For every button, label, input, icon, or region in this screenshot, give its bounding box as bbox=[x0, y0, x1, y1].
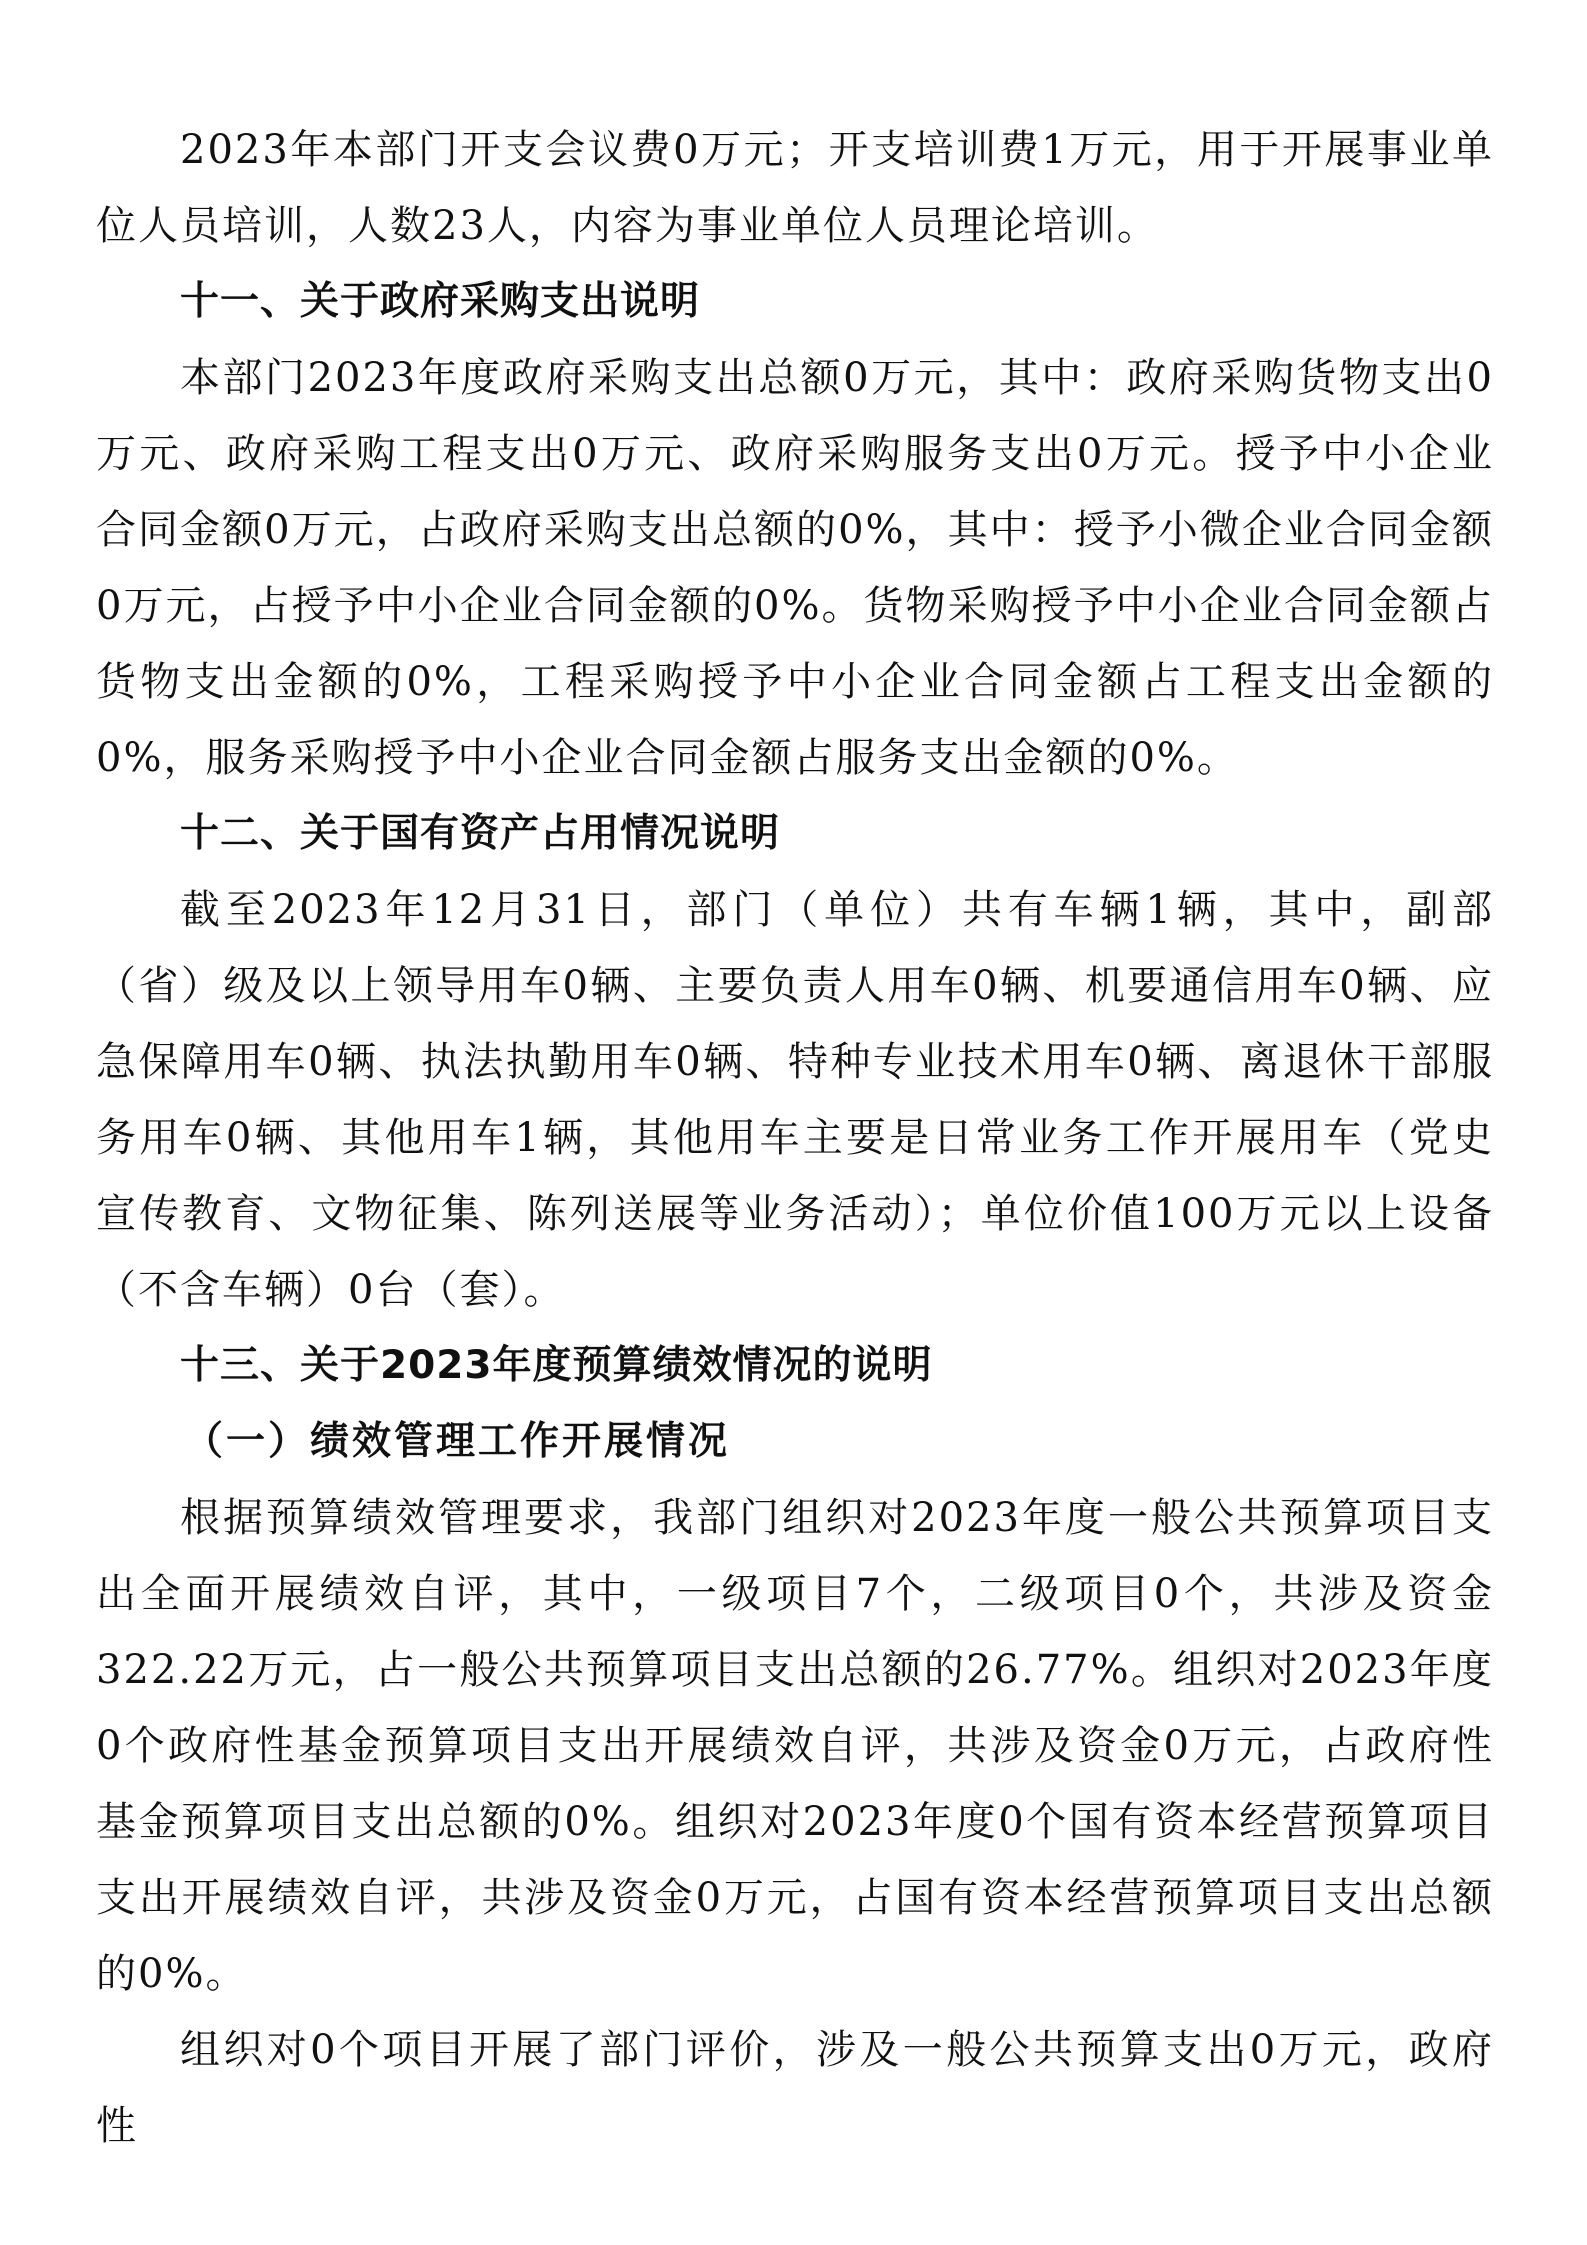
section-heading-state-assets: 十二、关于国有资产占用情况说明 bbox=[180, 811, 781, 856]
paragraph-meeting-training-fees: 2023年本部门开支会议费0万元；开支培训费1万元，用于开展事业单位人员培训，人数23人，内容为事业单位人员理论培训。 bbox=[96, 127, 1494, 249]
paragraph-department-evaluation: 组织对0个项目开展了部门评价，涉及一般公共预算支出0万元，政府性 bbox=[96, 2027, 1494, 2149]
paragraph-state-assets: 截至2023年12月31日，部门（单位）共有车辆1辆，其中，副部（省）级及以上领导用车0辆、主要负责人用车0辆、机要通信用车0辆、应急保障用车0辆、执法执勤用车0辆、特种专业技术用车0辆、离退休干部服务用车0辆、其他用车1辆，其他用车主要是日常业务工作开展用车（党史宣传教育、文物征集、陈列送展等业务活动）；单位价值100万元以上设备（不含车辆）0台（套）。 bbox=[96, 887, 1494, 1313]
section-heading-performance: 十三、关于2023年度预算绩效情况的说明 bbox=[180, 1343, 933, 1388]
paragraph-procurement: 本部门2023年度政府采购支出总额0万元，其中：政府采购货物支出0 万元、政府采购工程支出0万元、政府采购服务支出0万元。授予中小企业合同金额0万元，占政府采购支出总额的0%，其中：授予小微企业合同金额0万元，占授予中小企业合同金额的0%。货物采购授予中小企业合同金额占货物支出金额的0%，工程采购授予中小企业合同金额占工程支出金额的0%，服务采购授予中小企业合同金额占服务支出金额的0%。 bbox=[96, 355, 1494, 781]
section-heading-procurement: 十一、关于政府采购支出说明 bbox=[180, 279, 701, 324]
subsection-heading-performance-management: （一）绩效管理工作开展情况 bbox=[184, 1419, 731, 1464]
paragraph-performance-self-evaluation: 根据预算绩效管理要求，我部门组织对2023年度一般公共预算项目支出全面开展绩效自评，其中，一级项目7个，二级项目0个，共涉及资金322.22万元，占一般公共预算项目支出总额的26.77%。组织对2023年度0个政府性基金预算项目支出开展绩效自评，共涉及资金0万元，占政府性基金预算项目支出总额的0%。组织对2023年度0个国有资本经营预算项目支出开展绩效自评，共涉及资金0万元，占国有资本经营预算项目支出总额的0%。 bbox=[96, 1495, 1494, 1997]
document-page bbox=[96, 112, 1494, 2164]
